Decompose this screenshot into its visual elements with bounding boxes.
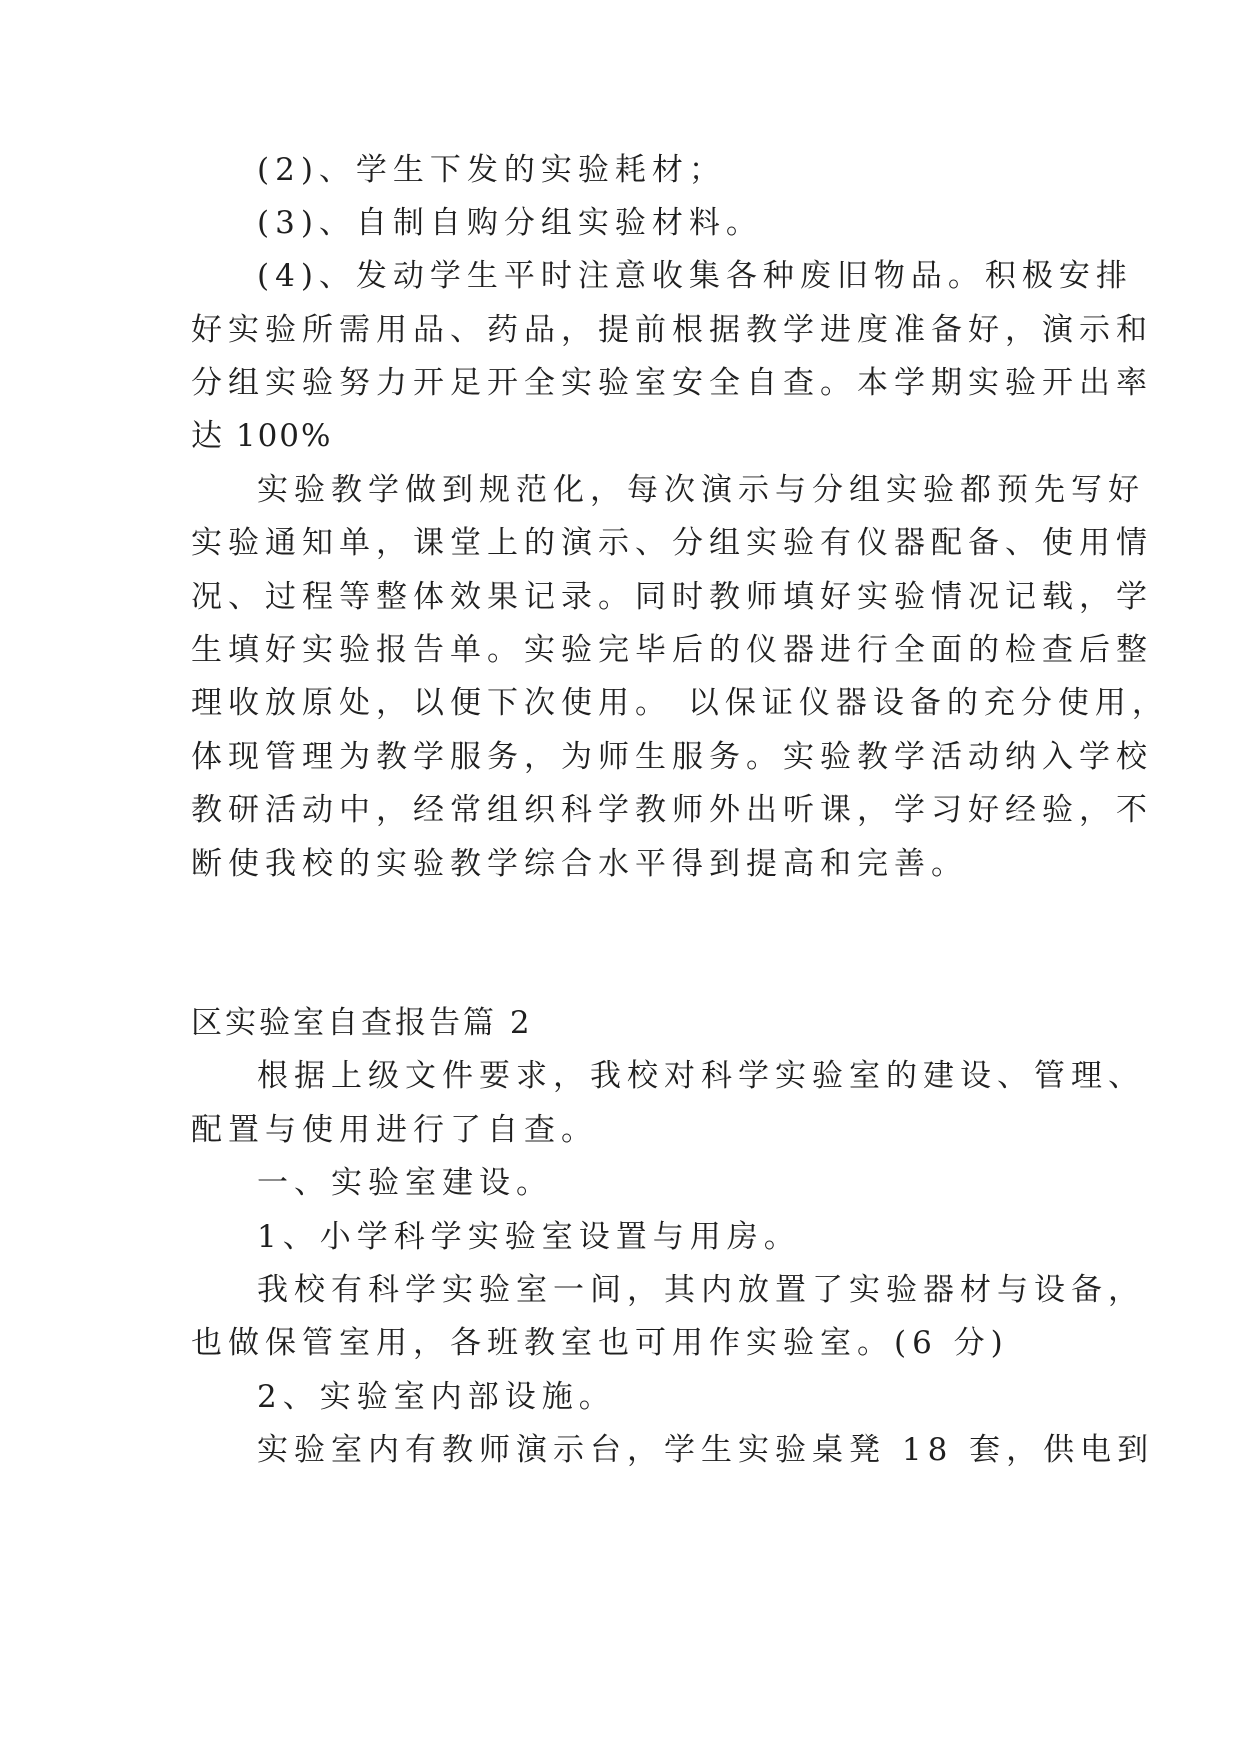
paragraph-line: 理收放原处，以便下次使用。 以保证仪器设备的充分使用，: [191, 685, 1169, 721]
sub1-text-line: 也做保管室用，各班教室也可用作实验室。(6 分): [191, 1325, 1009, 1361]
intro-line: 根据上级文件要求，我校对科学实验室的建设、管理、: [257, 1058, 1145, 1094]
paragraph-line: 实验教学做到规范化，每次演示与分组实验都预先写好: [257, 472, 1145, 508]
sub1-text-line: 我校有科学实验室一间，其内放置了实验器材与设备，: [257, 1272, 1145, 1308]
paragraph-line: 断使我校的实验教学综合水平得到提高和完善。: [191, 846, 968, 882]
list-item-4-line: 分组实验努力开足开全实验室安全自查。本学期实验开出率: [191, 365, 1153, 401]
paragraph-line: 教研活动中，经常组织科学教师外出听课，学习好经验，不: [191, 792, 1153, 828]
list-item-3: (3)、自制自购分组实验材料。: [257, 205, 763, 241]
sub2-text-line: 实验室内有教师演示台，学生实验桌凳 18 套，供电到: [257, 1432, 1155, 1468]
list-item-4-line: (4)、发动学生平时注意收集各种废旧物品。积极安排: [257, 258, 1133, 294]
paragraph-line: 体现管理为教学服务，为师生服务。实验教学活动纳入学校: [191, 739, 1153, 775]
subheading-1: 1、小学科学实验室设置与用房。: [257, 1219, 801, 1255]
paragraph-line: 况、过程等整体效果记录。同时教师填好实验情况记载，学: [191, 579, 1153, 615]
intro-line: 配置与使用进行了自查。: [191, 1112, 598, 1148]
paragraph-line: 实验通知单，课堂上的演示、分组实验有仪器配备、使用情: [191, 525, 1153, 561]
subheading-2: 2、实验室内部设施。: [257, 1379, 616, 1415]
list-item-4-line: 好实验所需用品、药品，提前根据教学进度准备好，演示和: [191, 312, 1153, 348]
section-title: 区实验室自查报告篇 2: [191, 1005, 533, 1041]
heading-1: 一、实验室建设。: [257, 1165, 553, 1201]
list-item-4-line: 达 100%: [191, 418, 333, 454]
paragraph-line: 生填好实验报告单。实验完毕后的仪器进行全面的检查后整: [191, 632, 1153, 668]
list-item-2: (2)、学生下发的实验耗材；: [257, 152, 726, 188]
